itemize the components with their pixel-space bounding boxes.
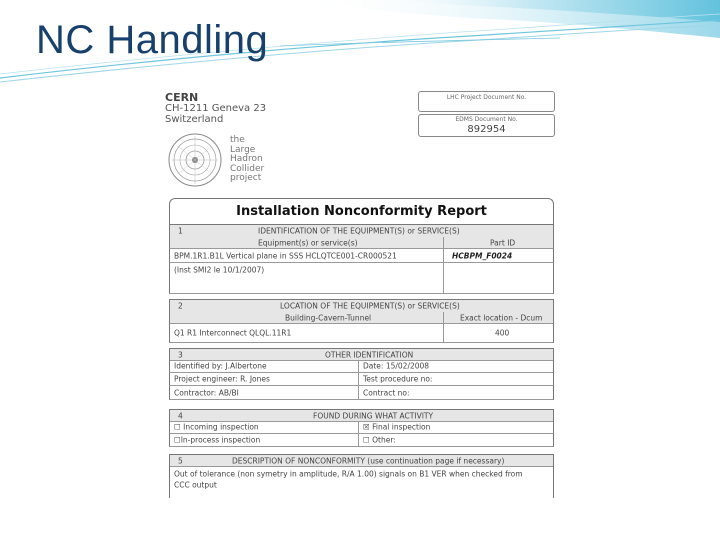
section-4-row xyxy=(169,434,554,447)
column-label: Part ID xyxy=(490,238,516,247)
incoming-inspection-checkbox: ☐ Incoming inspection xyxy=(174,422,259,432)
column-label: Exact location - Dcum xyxy=(460,313,543,322)
slide-title: NC Handling xyxy=(36,18,269,62)
description-line: Out of tolerance (non symetry in amplitude, R/A 1.00) signals on B1 VER when checked from xyxy=(174,469,523,479)
other-checkbox: ☐ Other: xyxy=(363,435,396,445)
report-form xyxy=(169,198,552,498)
lhc-line: project xyxy=(230,173,262,183)
section-1-value-row xyxy=(169,249,554,263)
lhc-line: Hadron xyxy=(230,154,263,164)
lhc-line: Large xyxy=(230,144,256,155)
organization-address xyxy=(165,92,266,125)
org-name: CERN xyxy=(165,91,199,104)
section-3-row xyxy=(169,360,554,373)
project-engineer: Project engineer: R. Jones xyxy=(174,374,270,384)
equipment-value: BPM.1R1.B1L Vertical plane in SSS HCLQTCE001-CR000521 xyxy=(174,251,397,260)
section-2-header xyxy=(169,299,554,313)
contractor: Contractor: AB/BI xyxy=(174,388,239,397)
section-1-value-row-2 xyxy=(169,263,554,294)
section-title: FOUND DURING WHAT ACTIVITY xyxy=(313,411,434,420)
section-number: 1 xyxy=(178,226,183,236)
identified-by: Identified by: J.Albertone xyxy=(174,361,267,371)
lhc-line: the xyxy=(230,135,245,145)
lhc-logo-icon xyxy=(164,132,226,188)
form-title: Installation Nonconformity Report xyxy=(169,198,554,225)
dcum-value: 400 xyxy=(495,328,510,338)
section-number: 5 xyxy=(178,456,183,465)
final-inspection-checkbox: ☒ Final inspection xyxy=(363,422,431,432)
test-procedure: Test procedure no: xyxy=(363,374,433,384)
nonconformity-report-document xyxy=(163,88,556,498)
section-number: 3 xyxy=(178,350,183,359)
edms-doc-number: 892954 xyxy=(467,124,506,135)
edms-doc-label: EDMS Document No. xyxy=(455,116,518,123)
lhc-project-doc-box xyxy=(418,91,555,112)
section-3-row xyxy=(169,386,554,400)
section-3-row xyxy=(169,373,554,386)
description-line: CCC output xyxy=(174,480,217,490)
lhc-line: Collider xyxy=(230,163,265,174)
section-number: 2 xyxy=(178,301,183,311)
org-city: CH-1211 Geneva 23 xyxy=(165,103,267,114)
column-label: Equipment(s) or service(s) xyxy=(258,238,358,247)
org-country: Switzerland xyxy=(165,114,224,125)
column-label: Building-Cavern-Tunnel xyxy=(285,313,372,322)
date: Date: 15/02/2008 xyxy=(363,361,430,371)
location-value: Q1 R1 Interconnect QLQL.11R1 xyxy=(174,328,292,338)
section-1-columns xyxy=(169,237,554,249)
section-2-value-row xyxy=(169,324,554,343)
section-title: OTHER IDENTIFICATION xyxy=(325,350,414,359)
equipment-value-note: (Inst SMI2 le 10/1/2007) xyxy=(174,265,265,275)
section-2-columns xyxy=(169,312,554,324)
section-title: IDENTIFICATION OF THE EQUIPMENT(S) or SERVICE(S) xyxy=(258,226,460,236)
contract-no: Contract no: xyxy=(363,388,410,397)
section-title: DESCRIPTION OF NONCONFORMITY (use continuation page if necessary) xyxy=(232,456,505,465)
section-title: LOCATION OF THE EQUIPMENT(S) or SERVICE(S) xyxy=(280,301,460,311)
lhc-project-doc-label: LHC Project Document No. xyxy=(446,94,527,101)
edms-doc-box xyxy=(418,114,555,137)
part-id-value: HCBPM_F0024 xyxy=(452,251,513,260)
section-5-description xyxy=(169,466,554,498)
lhc-project-label xyxy=(230,136,264,184)
inprocess-inspection-checkbox: ☐In-process inspection xyxy=(174,435,261,445)
section-1-header xyxy=(169,224,554,238)
section-number: 4 xyxy=(178,411,183,420)
section-4-row xyxy=(169,421,554,434)
